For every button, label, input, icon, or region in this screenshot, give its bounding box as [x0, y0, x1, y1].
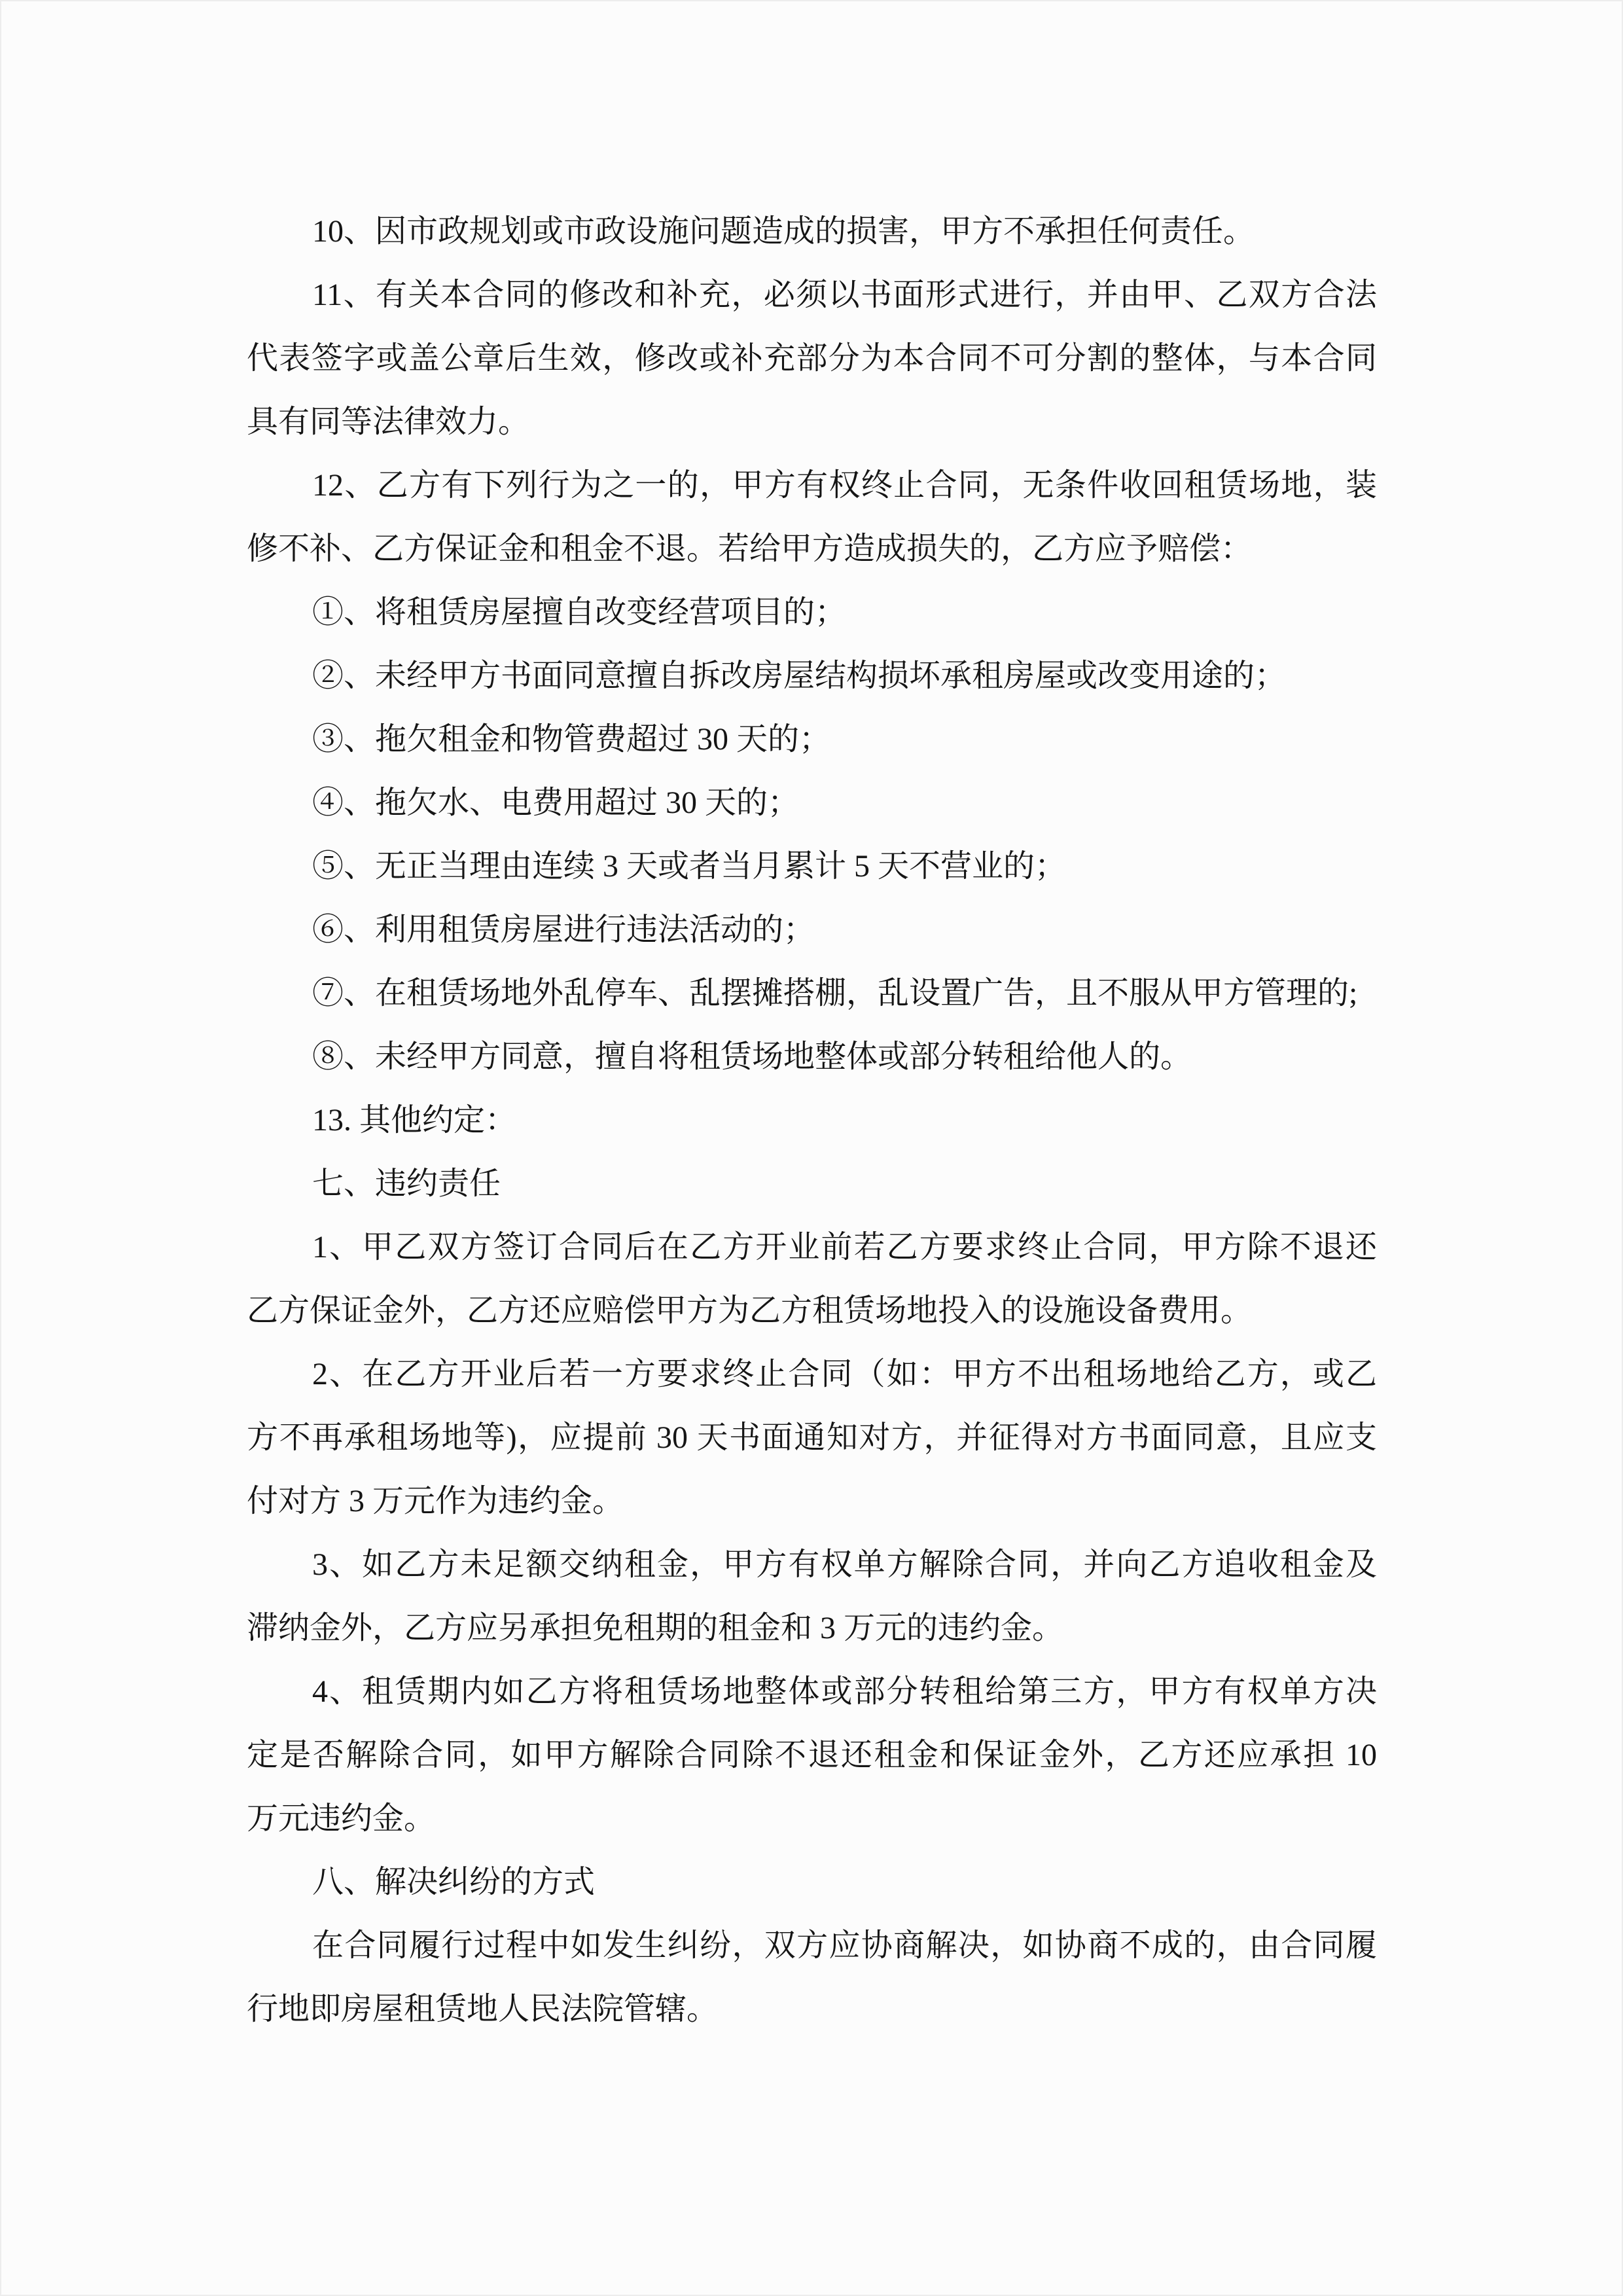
clause-12-item-8: ⑧、未经甲方同意，擅自将租赁场地整体或部分转租给他人的。 [312, 1039, 1192, 1074]
section-7-item-4-line-1: 4、租赁期内如乙方将租赁场地整体或部分转租给第三方，甲方有权单方决 [312, 1674, 1377, 1709]
section-7-item-2-line-2: 方不再承租场地等)，应提前 30 天书面通知对方，并征得对方书面同意，且应支 [247, 1420, 1377, 1455]
section-8-body-line-2: 行地即房屋租赁地人民法院管辖。 [247, 1992, 719, 2026]
section-7-item-2-line-3: 付对方 3 万元作为违约金。 [247, 1484, 624, 1518]
section-7-item-4-line-3: 万元违约金。 [247, 1801, 436, 1836]
section-7-item-4-line-2: 定是否解除合同，如甲方解除合同除不退还租金和保证金外，乙方还应承担 10 [247, 1738, 1377, 1772]
clause-12-item-4: ④、拖欠水、电费用超过 30 天的； [312, 785, 800, 820]
clause-12-item-6: ⑥、利用租赁房屋进行违法活动的； [312, 912, 815, 947]
clause-11-line-3: 具有同等法律效力。 [247, 404, 530, 439]
section-7-heading: 七、违约责任 [312, 1166, 501, 1201]
section-7-item-1-line-1: 1、甲乙双方签订合同后在乙方开业前若乙方要求终止合同，甲方除不退还 [312, 1230, 1377, 1265]
section-8-heading: 八、解决纠纷的方式 [312, 1865, 596, 1899]
contract-text-block [247, 200, 1377, 2041]
clause-12-item-2: ②、未经甲方书面同意擅自拆改房屋结构损坏承租房屋或改变用途的； [312, 658, 1287, 693]
clause-12-item-1: ①、将租赁房屋擅自改变经营项目的； [312, 595, 847, 630]
clause-12-item-5: ⑤、无正当理由连续 3 天或者当月累计 5 天不营业的； [312, 849, 1067, 884]
section-7-item-1-line-2: 乙方保证金外，乙方还应赔偿甲方为乙方租赁场地投入的设施设备费用。 [247, 1293, 1253, 1328]
clause-11-line-1: 11、有关本合同的修改和补充，必须以书面形式进行，并由甲、乙双方合法 [312, 278, 1377, 312]
section-8-body-line-1: 在合同履行过程中如发生纠纷，双方应协商解决，如协商不成的，由合同履 [312, 1928, 1377, 1963]
clause-12-line-2: 修不补、乙方保证金和租金不退。若给甲方造成损失的，乙方应予赔偿： [247, 531, 1253, 566]
section-7-item-3-line-2: 滞纳金外，乙方应另承担免租期的租金和 3 万元的违约金。 [247, 1611, 1064, 1645]
clause-12-item-7: ⑦、在租赁场地外乱停车、乱摆摊搭棚，乱设置广告，且不服从甲方管理的; [312, 976, 1358, 1011]
section-7-item-3-line-1: 3、如乙方未足额交纳租金，甲方有权单方解除合同，并向乙方追收租金及 [312, 1547, 1377, 1582]
clause-10-line: 10、因市政规划或市政设施问题造成的损害，甲方不承担任何责任。 [312, 214, 1255, 249]
clause-11-line-2: 代表签字或盖公章后生效，修改或补充部分为本合同不可分割的整体，与本合同 [247, 341, 1377, 376]
clause-12-line-1: 12、乙方有下列行为之一的，甲方有权终止合同，无条件收回租赁场地，装 [312, 468, 1377, 503]
clause-13-line: 13. 其他约定： [312, 1103, 517, 1138]
section-7-item-2-line-1: 2、在乙方开业后若一方要求终止合同（如：甲方不出租场地给乙方，或乙 [312, 1357, 1377, 1391]
clause-12-item-3: ③、拖欠租金和物管费超过 30 天的； [312, 722, 831, 757]
